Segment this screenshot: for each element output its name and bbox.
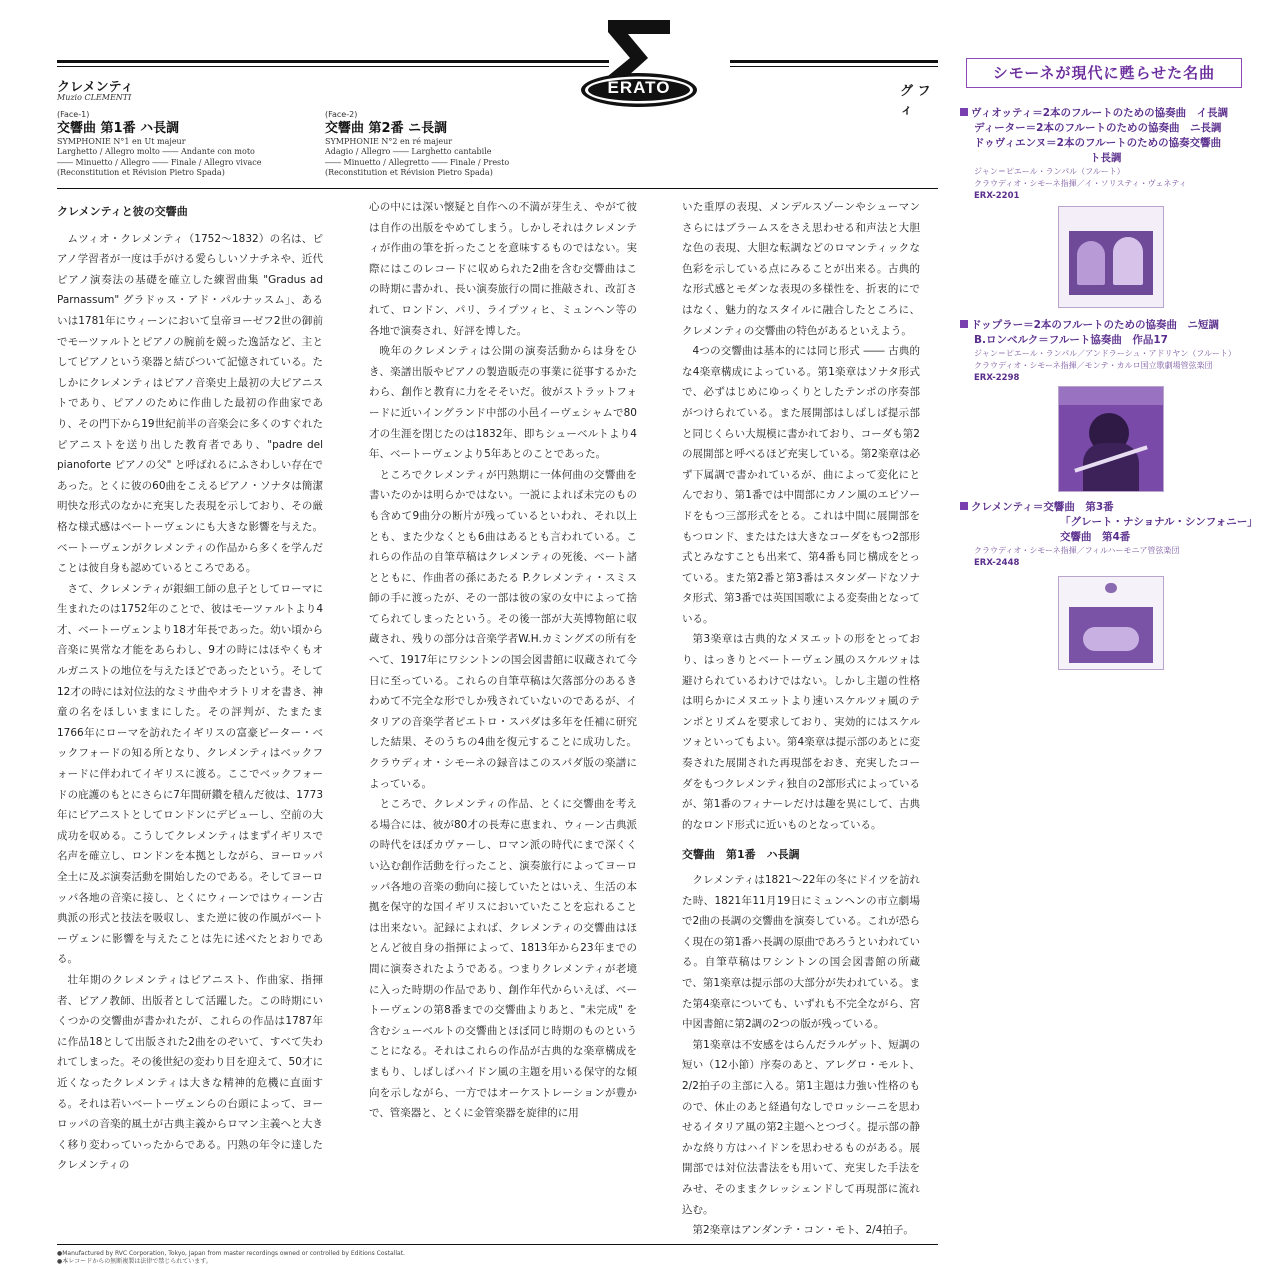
face2-tag: (Face-2) [325, 110, 358, 119]
paragraph: 第3楽章は古典的なメヌエットの形をとっており、はっきりとベートーヴェン風のスケルツォは避けられているわけではない。しかし主題の性格は明らかにメヌエットより速いスケルツォ風のテンポとリズムを要求しており、実効的にはスケルツォといってもよい。第4楽章は提示部のあとに変奏された展開された再現部をおき、充実したコーダをもつクレメンティ独自の2部形式によっているが、第1番のフィナーレだけは趣を異にして、古典的なロンド形式に近いものとなっている。 [682, 633, 920, 831]
entry-line: B.ロンベルク＝フルート協奏曲 作品17 [974, 334, 1168, 346]
face2-credit: (Reconstitution et Révision Pietro Spada) [325, 168, 493, 177]
paragraph: 壮年期のクレメンティはピアニスト、作曲家、指揮者、ピアノ教師、出版者として活躍した。この時期にいくつかの交響曲が書かれたが、これらの作品は1787年に作品18として出版された2曲をのぞいて、すべて失われてしまった。その後世紀の変わり目を迎えて、50才に近くなったクレメンティは大きな精神的危機に直面する。それは若いベートーヴェンらの台頭によって、ヨーロッパの音楽的風土が古典主義からロマン主義へと大きく移り変わっていったからである。円熟の年令に達したクレメンティの [57, 973, 323, 1172]
header-rule-left-thick [57, 60, 609, 63]
bullet-square-icon [960, 320, 968, 328]
header-rule-left-thin [57, 66, 609, 67]
manufacturer-footer [57, 1250, 477, 1266]
header-rule-right-thin [730, 66, 938, 67]
panel-header: シモーネが現代に甦らせた名曲 [966, 58, 1242, 88]
paragraph: いた重厚の表現、メンデルスゾーンやシューマンさらにはブラームスをさえ思わせる和声法と大胆な色の表現、大胆な転調などのロマンティックな色彩を示している点にみることが出来る。古典的な形式感とモダンな表現の多様性を、折衷的にではなく、魅力的なスタイルに融合したところに、クレメンティの交響曲の特色があるといえよう。 [682, 201, 920, 337]
face3-fragment: グ フィ [900, 84, 931, 118]
face2-block [325, 110, 585, 179]
paragraph: クレメンティは1821〜22年の冬にドイツを訪れた時、1821年11月19日にミュンヘンの市立劇場で2曲の長調の交響曲を演奏している。これが恐らく現在の第1番ハ長調の原曲であろうといわれている。自筆草稿はワシントンの国会図書館の所蔵で、第1楽章は提示部の大部分が失われている。また第4楽章についても、いずれも不完全ながら、宮中図書館に第2調の2つの版が残っている。 [682, 874, 920, 1031]
entry-line: ディーター＝2本のフルートのための協奏曲 ニ長調 [974, 122, 1222, 134]
paragraph: 4つの交響曲は基本的には同じ形式 ―― 古典的な4楽章構成によっている。第1楽章はソナタ形式で、必ずはじめにゆっくりとしたテンポの序奏部がつけられている。また展開部はしばしば提示部と同じくらい大規模に書かれており、コーダも第2の展開部と呼べるほど充実している。第2楽章は必ず下属調で書かれているが、曲によって変化にとんでおり、第1番では中間部にカノン風のエピソードをもつ三部形式をとる。これは中間に展開部をもつロンド、またはたは大きなコーダをもつ2部形式とみなすことも出来て、第4番も同じ構成をとっている。また第2番と第3番はスタンダードなソナタ形式、第3番では英国国歌による変奏曲となっている。 [682, 345, 920, 625]
face2-title: 交響曲 第2番 ニ長調 [325, 120, 448, 136]
face1-movements-2: ―― Minuetto / Allegro ―― Finale / Allegro vivace [57, 157, 262, 167]
header-rule-right-thick [730, 60, 938, 63]
entry-line: ドップラー＝2本のフルートのための協奏曲 ニ短調 [971, 319, 1219, 331]
album-cover-1 [1058, 206, 1164, 308]
catalog-number: ERX-2448 [974, 558, 1020, 568]
erato-logo-text: ERATO [607, 78, 671, 97]
entry-line: ヴィオッティ＝2本のフルートのための協奏曲 イ長調 [971, 107, 1229, 119]
performers: ジャン＝ピエール・ランパル／アンドラーシュ・アドリヤン（フルート） [974, 349, 1236, 358]
entry-line: 「グレート・ナショナル・シンフォニー」 [1060, 516, 1258, 528]
face1-title: 交響曲 第1番 ハ長調 [57, 120, 180, 136]
face1-tag: (Face-1) [57, 110, 90, 119]
text-column-3 [682, 197, 920, 1242]
face2-movements-2: ―― Minuetto / Allegretto ―― Finale / Presto [325, 157, 510, 167]
composer-subtitle: Muzio CLEMENTI [57, 93, 132, 102]
section-heading: クレメンティと彼の交響曲 [57, 205, 188, 218]
catalog-entry-2 [960, 318, 1256, 384]
paragraph: さて、クレメンティが銀細工師の息子としてローマに生まれたのは1752年のことで、彼はモーツァルトより4才、ベートーヴェンより18才年長であった。幼い頃から音楽に異常な才能をあらわし、9才の時にはほやくもオルガニストの地位を与えたほどであったという。そして12才の時には対位法的なミサ曲やオラトリオを書き、神童の名をほしいままにした。その評判が、たまたま1766年にローマを訪れたイギリスの富豪ピーター・ベックフォードの知る所となり、クレメンティはベックフォードに伴われてイギリスに渡る。ここでベックフォードの庇護のもとにさらに7年間研鑽を積んだ彼は、1773年にピアニストとしてロンドンにデビューし、空前の大成功を収める。こうしてクレメンティはまずイギリスで名声を確立し、ロンドンを本拠としながら、ヨーロッパ全土に及ぶ演奏活動を開始したのである。そしてヨーロッパ各地の音楽に接し、とくにウィーンではウィーン古典派の形式と技法を吸収し、また逆に彼の作風がベートーヴェンに影響を与えたことは先に述べたとおりである。 [57, 582, 323, 966]
catalog-number: ERX-2201 [974, 191, 1020, 201]
bullet-square-icon [960, 108, 968, 116]
entry-line: クレメンティ＝交響曲 第3番 [971, 501, 1114, 513]
entry-line: ト長調 [1090, 152, 1122, 164]
paragraph: 第2楽章はアンダンテ・コン・モト、2/4拍子。 [692, 1224, 914, 1237]
bullet-square-icon [960, 502, 968, 510]
album-cover-3 [1058, 576, 1164, 670]
paragraph: 晩年のクレメンティは公開の演奏活動からは身をひき、楽譜出版やピアノの製造販売の事業に従事するかたわら、創作と教育に力をそそいだ。彼がストラットフォードに近いイングランド中部の小邑イーヴェシャムで80才の生涯を閉じたのは1832年、即ちシューベルトより4年、ベートーヴェンより5年あとのことであった。 [369, 345, 637, 461]
footer-rule [57, 1244, 938, 1245]
face2-movements-1: Adagio / Allegro ―― Larghetto cantabile [325, 147, 492, 156]
text-column-1 [57, 202, 323, 1242]
face1-block [57, 110, 317, 179]
paragraph: 第1楽章は不安感をはらんだラルゲット、短調の短い（12小節）序奏のあと、アレグロ・モルト、2/2拍子の主部に入る。第1主題は力強い性格のもので、休止のあと経過句なしでロッシーニを思わせるイタリア風の第2主題へとつづく。提示部の静かな終り方はハイドンを思わせるものがある。展開部では対位法書法をも用いて、充実した手法をみせ、そのままクレッシェンドして再現部に流れ込む。 [682, 1038, 920, 1216]
performers: クラウディオ・シモーネ指揮／モンテ・カルロ国立歌劇場管弦楽団 [974, 361, 1213, 370]
album-cover-2 [1058, 386, 1164, 492]
footer-line-1: ●Manufactured by RVC Corporation, Tokyo, Japan from master recordings owned or controlled by Editions Costallat. [57, 1250, 405, 1257]
entry-line: 交響曲 第4番 [1060, 531, 1131, 543]
performers: ジャン＝ピエール・ランパル（フルート） [974, 167, 1125, 176]
text-column-2 [369, 197, 637, 1242]
face1-movements-1: Larghetto / Allegro molto ―― Andante con moto [57, 147, 255, 156]
paragraph: 心の中には深い懐疑と自作への不満が芽生え、やがて彼は自作の出版をやめてしまう。しかしそれはクレメンティが作曲の筆を折ったことを意味するものではない。実際にはこのレコードに収められた2曲を含む交響曲はこの時期に書かれ、長い演奏旅行の間に推敲され、改訂されて、ロンドン、パリ、ライプツィヒ、ミュンヘン等の各地で演奏され、好評を博した。 [369, 201, 637, 337]
performers: クラウディオ・シモーネ指揮／フィルハーモニア管弦楽団 [974, 546, 1180, 555]
paragraph: ところで、クレメンティの作品、とくに交響曲を考える場合には、彼が80才の長寿に恵まれ、ウィーン古典派の時代をほぼカヴァーし、ロマン派の時代にまで深くくい込む創作活動を行ったこと、演奏旅行によってヨーロッパ各地の音楽の動向に接していたとはいえ、生活の本拠を保守的な国イギリスにおいていたことを忘れることは出来ない。記録によれば、クレメンティの交響曲はほとんど彼自身の指揮によって、1813年から23年までの間に演奏されたようである。つまりクレメンティが老境に入った時期の作品であり、創作年代からいえば、ベートーヴェンの第8番までの交響曲よりあと、"未完成" を含むシューベルトの交響曲とほぼ同じ時期のものということになる。それはこれらの作品が古典的な楽章構成をまもり、しばしばハイドン風の主題を用いる保守的な傾向を示しながら、一方ではオーケストレーションが豊かで、管楽器と、とくに金管楽器を旋律的に用 [369, 798, 637, 1120]
entry-line: ドゥヴィエンヌ＝2本のフルートのための協奏交響曲 [974, 137, 1222, 149]
tracklist-rule [57, 188, 938, 189]
catalog-entry-3 [960, 500, 1256, 569]
face1-subtitle: SYMPHONIE N°1 en Ut majeur [57, 136, 186, 146]
erato-logo [578, 14, 700, 110]
paragraph: ところでクレメンティが円熟期に一体何曲の交響曲を書いたのかは明らかではない。一説によれば未完のものも含めて9曲分の断片が残っているといわれ、それ以上とも、また少なくとも6曲はあるとも言われている。これらの作品の自筆草稿はクレメンティの死後、ベート諸とともに、作曲者の孫にあたる P.クレメンティ・スミス師の手に渡ったが、その一部は彼の家の女中によって捨てられてしまったという。その後一部が大英博物館に収蔵され、残りの部分は音楽学者W.H.カミングズの所有をへて、1917年にワシントンの国会図書館に収蔵されて今日に至っている。これらの自筆草稿は欠落部分のあるきわめて不完全な形でしか残されていないのであるが、イタリアの音楽学者ピエトロ・スパダは多年を任補に研究した結果、そのうちの4曲を復元することに成功した。クラウディオ・シモーネの録音はこのスパダ版の楽譜によっている。 [369, 468, 637, 790]
footer-line-2: ●本レコードからの無断複製は法律で禁じられています。 [57, 1258, 212, 1265]
face1-credit: (Reconstitution et Révision Pietro Spada) [57, 168, 225, 177]
catalog-panel [958, 48, 1258, 668]
catalog-number: ERX-2298 [974, 373, 1020, 383]
symphony1-subhead: 交響曲 第1番 ハ長調 [682, 848, 800, 862]
face2-subtitle: SYMPHONIE N°2 en ré majeur [325, 136, 453, 146]
catalog-entry-1 [960, 106, 1256, 202]
paragraph: ムツィオ・クレメンティ（1752〜1832）の名は、ピアノ学習者が一度は手がける愛らしいソナチネや、近代ピアノ演奏法の基礎を確立した練習曲集 "Gradus ad Parnassum" グラドゥス・アド・パルナッスム」、あるいは1781年にウィーンにおいて皇帝ヨーゼフ2世の御前でモーツァルトとピアノの腕前を競った逸話など、主としてピアノという楽器と結びついて記憶されている。たしかにクレメンティはピアノ音楽史上最初の大ピアニストであり、ピアノのために作曲した最初の作曲家であり、その門下から19世紀前半の音楽会に多くのすぐれたピアニストを送り出した教育者であり、"padre del pianoforte ピアノの父" と呼ばれるにふさわしい存在であった。とくに彼の60曲をこえるピアノ・ソナタは簡潔明快な形式のなかに充実した表現を示しており、その厳格な様式感はベートーヴェンにも大きな影響を与えた。ベートーヴェンがクレメンティの作品から多くを学んだことは彼自身も認めているところである。 [57, 232, 323, 575]
composer-title: クレメンティ [57, 80, 134, 95]
performers: クラウディオ・シモーネ指揮／イ・ソリスティ・ヴェネティ [974, 179, 1187, 188]
